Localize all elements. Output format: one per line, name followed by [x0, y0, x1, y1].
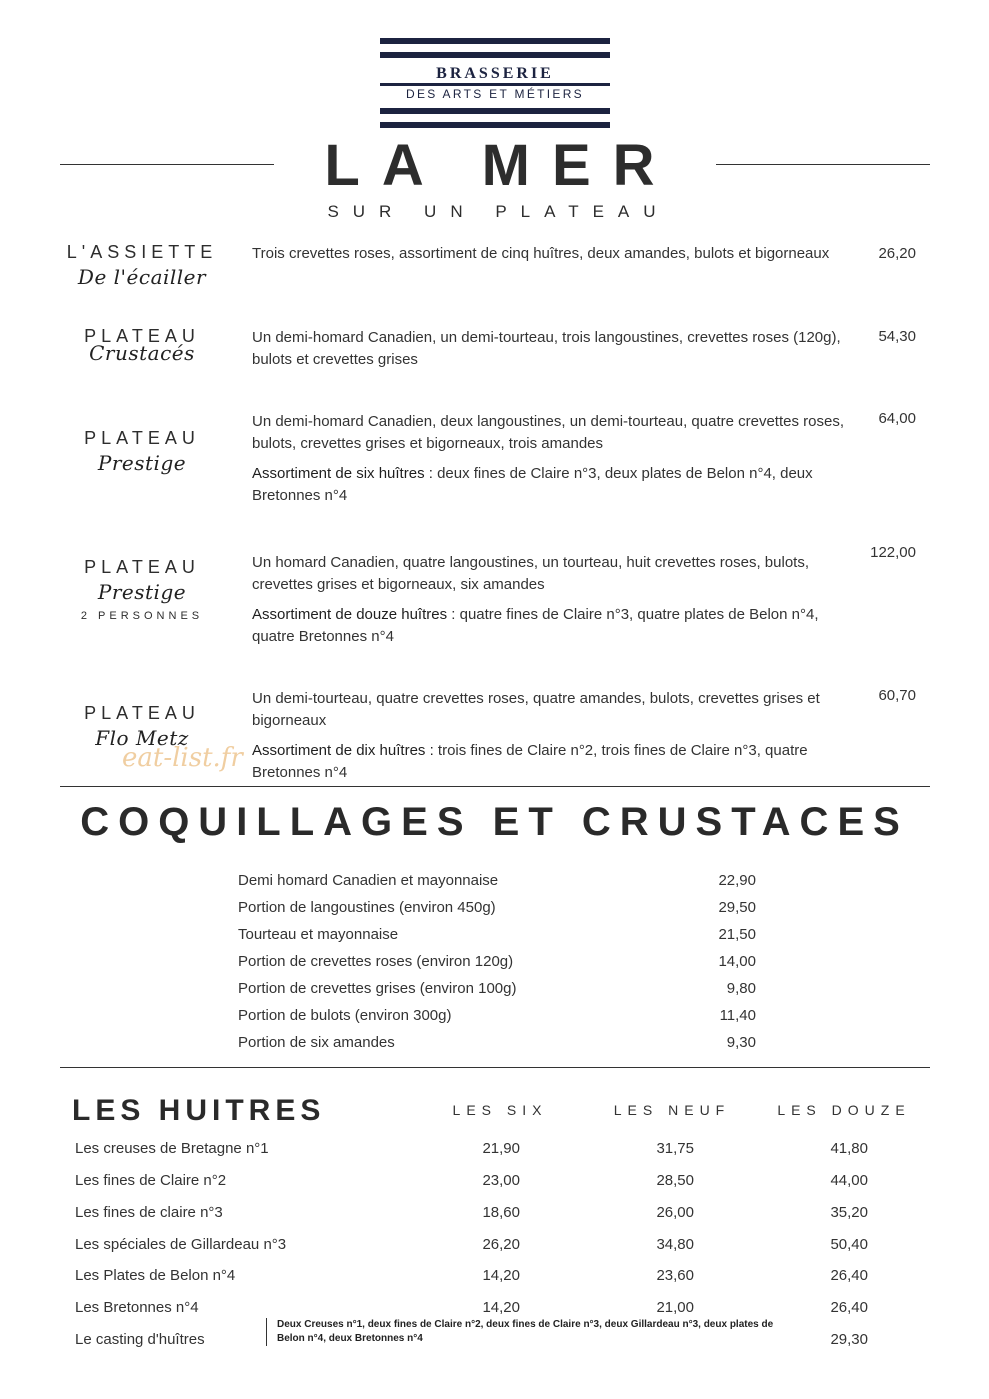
plateau-description [252, 552, 852, 648]
price-neuf: 23,60 [656, 1267, 694, 1284]
item-label: Demi homard Canadien et mayonnaise [238, 872, 499, 889]
plateau-description-text: Un demi-homard Canadien, un demi-tourteau, trois langoustines, crevettes roses (120g), bulots et crevettes grises [252, 329, 841, 368]
plateau-assortment-text: trois fines de Claire n°2, trois fines de Claire n°3, quatre Bretonnes n°4 [252, 742, 808, 781]
plateau-description [252, 327, 852, 371]
plateau-description [252, 688, 852, 784]
price-six: 21,90 [482, 1140, 520, 1157]
plateau-price: 60,70 [878, 687, 916, 704]
item-label: Tourteau et mayonnaise [238, 926, 399, 943]
plateau-name-top: L'ASSIETTE [66, 242, 218, 262]
item-label: Portion de langoustines (environ 450g) [238, 899, 496, 916]
logo-stripe [380, 52, 610, 58]
column-header: LES SIX [452, 1102, 548, 1118]
casting-note: Deux Creuses n°1, deux fines de Claire n°2, deux fines de Claire n°3, deux Gillardeau n°3, deux plates de Belon n°4, deux Bretonnes n°4 [266, 1318, 777, 1346]
plateau-name-small: 2 PERSONNES [80, 610, 204, 622]
plateau-name-script: Flo Metz [95, 726, 189, 750]
plateau-description [252, 411, 852, 507]
item-price: 9,80 [726, 980, 756, 997]
column-header: LES DOUZE [777, 1102, 911, 1118]
oyster-name: Le casting d'huîtres [75, 1331, 205, 1348]
logo-brand-name: BRASSERIE [380, 65, 610, 83]
item-price: 9,30 [726, 1034, 756, 1051]
item-price: 11,40 [719, 1007, 756, 1024]
oyster-name: Les creuses de Bretagne n°1 [75, 1140, 269, 1157]
plateau-description-text: Un demi-tourteau, quatre crevettes roses, quatre amandes, bulots, crevettes grises et bigorneaux [252, 690, 820, 729]
plateau-description-text: Un homard Canadien, quatre langoustines, un tourteau, huit crevettes roses, bulots, crevettes grises et bigorneaux, six amandes [252, 554, 809, 593]
plateau-assortment-lead: Assortiment de dix huîtres : [252, 742, 434, 759]
plateau-price: 64,00 [878, 410, 916, 427]
plateau-name-script: Crustacés [89, 341, 195, 365]
plateau-price: 26,20 [878, 245, 916, 262]
plateau-description [252, 243, 852, 265]
plateau-assortment [252, 604, 852, 648]
page-subtitle: SUR UN PLATEAU [327, 202, 670, 221]
price-neuf: 28,50 [656, 1172, 694, 1189]
price-neuf: 34,80 [656, 1236, 694, 1253]
plateau-assortment-lead: Assortiment de six huîtres : [252, 465, 433, 482]
section-title-huitres: LES HUITRES [72, 1094, 326, 1127]
table-row [75, 1204, 875, 1236]
list-item [238, 953, 756, 980]
list-item [238, 980, 756, 1007]
plateau-name-top: PLATEAU [84, 428, 200, 448]
section-rule [60, 1067, 930, 1068]
plateau-name-script: Prestige [97, 451, 187, 475]
plateau-name-top: PLATEAU [84, 326, 200, 346]
plateau-name-top: PLATEAU [84, 703, 200, 723]
oyster-name: Les fines de Claire n°2 [75, 1172, 227, 1189]
plateau-assortment [252, 463, 852, 507]
list-item [238, 1034, 756, 1061]
page-title: LA MER [324, 133, 677, 198]
oyster-name: Les Bretonnes n°4 [75, 1299, 199, 1316]
list-item [238, 899, 756, 926]
price-six: 14,20 [482, 1267, 520, 1284]
plateau-name [47, 326, 237, 365]
section-rule [60, 786, 930, 787]
list-item [238, 926, 756, 953]
logo-brand-tagline: DES ARTS ET MÉTIERS [380, 87, 610, 101]
logo-stripe [380, 38, 610, 44]
item-label: Portion de crevettes grises (environ 100g) [238, 980, 517, 997]
price-six: 18,60 [482, 1204, 520, 1221]
price-douze: 26,40 [830, 1267, 868, 1284]
section-title-coquillages: COQUILLAGES ET CRUSTACES [80, 800, 909, 844]
plateau-price: 54,30 [878, 328, 916, 345]
price-neuf: 26,00 [656, 1204, 694, 1221]
plateau-description-text: Trois crevettes roses, assortiment de cinq huîtres, deux amandes, bulots et bigorneaux [252, 245, 830, 262]
plateau-name-top: PLATEAU [84, 557, 200, 577]
plateau-assortment [252, 740, 852, 784]
table-row [75, 1267, 875, 1299]
price-douze: 50,40 [830, 1236, 868, 1253]
table-row [75, 1140, 875, 1172]
price-douze: 26,40 [830, 1299, 868, 1316]
plateau-price: 122,00 [870, 544, 916, 561]
item-label: Portion de bulots (environ 300g) [238, 1007, 452, 1024]
price-six: 26,20 [482, 1236, 520, 1253]
item-label: Portion de crevettes roses (environ 120g) [238, 953, 514, 970]
item-label: Portion de six amandes [238, 1034, 395, 1051]
plateau-name-script: Prestige [97, 580, 187, 604]
brasserie-logo [380, 38, 610, 130]
oyster-name: Les fines de claire n°3 [75, 1204, 223, 1221]
list-item [238, 872, 756, 899]
watermark: eat-list.fr [122, 743, 243, 773]
table-row [75, 1172, 875, 1204]
column-header: LES NEUF [613, 1102, 731, 1118]
item-price: 21,50 [718, 926, 756, 943]
price-neuf: 31,75 [656, 1140, 694, 1157]
price-neuf: 21,00 [656, 1299, 694, 1316]
oyster-name: Les spéciales de Gillardeau n°3 [75, 1236, 287, 1253]
price-casting: 29,30 [830, 1331, 868, 1348]
plateau-description-text: Un demi-homard Canadien, deux langoustines, un demi-tourteau, quatre crevettes roses, bulots, crevettes grises et bigorneaux, trois amandes [252, 413, 844, 452]
list-item [238, 1007, 756, 1034]
oyster-name: Les Plates de Belon n°4 [75, 1267, 236, 1284]
price-six: 14,20 [482, 1299, 520, 1316]
item-price: 29,50 [718, 899, 756, 916]
plateau-name [47, 242, 237, 289]
plateau-name [47, 557, 237, 622]
logo-stripe [380, 122, 610, 128]
item-price: 22,90 [718, 872, 756, 889]
plateau-assortment-lead: Assortiment de douze huîtres [252, 606, 448, 623]
logo-stripe [380, 108, 610, 114]
plateau-name-script: De l'écailler [77, 265, 207, 289]
plateau-assortment-text: deux fines de Claire n°3, deux plates de Belon n°4, deux Bretonnes n°4 [252, 465, 813, 504]
price-douze: 35,20 [830, 1204, 868, 1221]
price-douze: 44,00 [830, 1172, 868, 1189]
price-six: 23,00 [482, 1172, 520, 1189]
plateau-name [47, 428, 237, 475]
item-price: 14,00 [718, 953, 756, 970]
plateau-assortment-text: : quatre fines de Claire n°3, quatre plates de Belon n°4, quatre Bretonnes n°4 [252, 606, 819, 645]
price-douze: 41,80 [830, 1140, 868, 1157]
table-row [75, 1236, 875, 1268]
